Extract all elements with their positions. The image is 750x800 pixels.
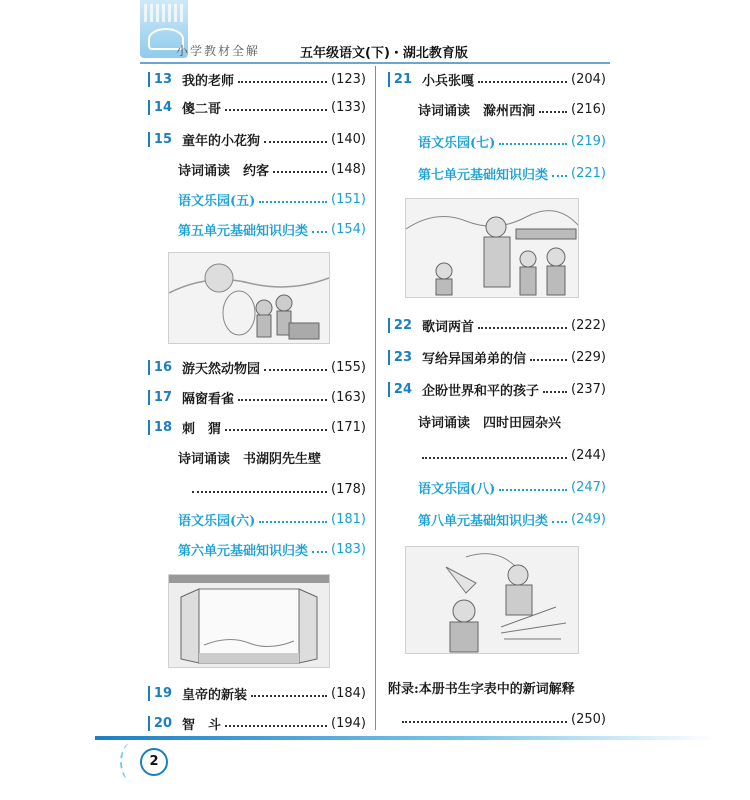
leader-dots (192, 485, 327, 493)
toc-title: 我的老师 (182, 73, 235, 89)
toc-title: 第五单元基础知识归类 (178, 223, 309, 239)
toc-title: 写给异国弟弟的信 (422, 351, 527, 367)
toc-entry[interactable] (178, 188, 366, 210)
toc-entry[interactable] (148, 68, 366, 90)
toc-title: 皇帝的新装 (182, 687, 248, 703)
toc-page: (194) (331, 715, 366, 731)
toc-entry[interactable] (148, 96, 366, 118)
illustration-kids-by-tree (168, 252, 330, 344)
illustration-child-with-bird (405, 546, 579, 654)
toc-page: (247) (571, 479, 606, 495)
toc-title: 智 斗 (182, 717, 222, 733)
toc-title: 隔窗看雀 (182, 391, 235, 407)
lesson-number: 14 (148, 100, 172, 115)
toc-title: 诗词诵读 四时田园杂兴 (418, 415, 562, 431)
column-divider (375, 66, 376, 730)
toc-entry[interactable] (388, 378, 606, 400)
leader-dots (499, 137, 567, 145)
toc-title: 语文乐园(七) (418, 135, 496, 151)
toc-page: (148) (331, 161, 366, 177)
toc-title: 歌词两首 (422, 319, 475, 335)
lesson-number: 18 (148, 420, 172, 435)
toc-title: 语文乐园(五) (178, 193, 256, 209)
leader-dots (225, 103, 327, 111)
leader-dots (543, 385, 567, 393)
leader-dots (264, 363, 327, 371)
toc-entry[interactable] (178, 538, 366, 560)
toc-entry[interactable] (418, 476, 606, 498)
toc-page: (237) (571, 381, 606, 397)
toc-entry[interactable] (418, 410, 606, 432)
toc-entry[interactable] (418, 508, 606, 530)
toc-entry[interactable] (388, 346, 606, 368)
toc-page: (244) (571, 447, 606, 463)
toc-title: 游天然动物园 (182, 361, 261, 377)
toc-title: 第七单元基础知识归类 (418, 167, 549, 183)
lesson-number: 24 (388, 382, 412, 397)
leader-dots (273, 165, 327, 173)
toc-page: (163) (331, 389, 366, 405)
lesson-number: 23 (388, 350, 412, 365)
leader-dots (552, 515, 567, 523)
toc-page: (151) (331, 191, 366, 207)
toc-title: 诗词诵读 滁州西涧 (418, 103, 536, 119)
leader-dots (530, 353, 567, 361)
toc-title: 傻二哥 (182, 101, 222, 117)
toc-title: 第六单元基础知识归类 (178, 543, 309, 559)
toc-entry[interactable] (418, 98, 606, 120)
leader-dots (238, 393, 327, 401)
toc-page: (183) (331, 541, 366, 557)
toc-entry[interactable] (178, 158, 366, 180)
illustration-soldier-and-boys (405, 198, 579, 298)
page-number: 2 (140, 748, 168, 776)
toc-entry-continued[interactable] (398, 708, 606, 730)
illustration-open-window (168, 574, 330, 668)
toc-page: (216) (571, 101, 606, 117)
leader-dots (499, 483, 567, 491)
toc-page: (204) (571, 71, 606, 87)
footer-band (95, 736, 715, 740)
header-rule (140, 62, 610, 64)
leader-dots (478, 75, 567, 83)
series-name: 小学教材全解 (176, 44, 261, 58)
toc-title: 童年的小花狗 (182, 133, 261, 149)
toc-title: 语文乐园(八) (418, 481, 496, 497)
logo-stripes (144, 4, 184, 22)
toc-title: 诗词诵读 约客 (178, 163, 270, 179)
leader-dots (264, 135, 327, 143)
toc-page: (123) (331, 71, 366, 87)
toc-title: 语文乐园(六) (178, 513, 256, 529)
toc-entry[interactable] (418, 130, 606, 152)
leader-dots (259, 515, 327, 523)
toc-title: 企盼世界和平的孩子 (422, 383, 540, 399)
toc-page: (250) (571, 711, 606, 727)
toc-entry[interactable] (148, 356, 366, 378)
toc-title: 刺 猬 (182, 421, 222, 437)
lesson-number: 19 (148, 686, 172, 701)
toc-entry-continued[interactable] (188, 478, 366, 500)
leader-dots (225, 423, 327, 431)
toc-entry[interactable] (148, 416, 366, 438)
toc-entry[interactable] (178, 446, 366, 468)
leader-dots (251, 689, 327, 697)
toc-page: (181) (331, 511, 366, 527)
lesson-number: 17 (148, 390, 172, 405)
toc-entry[interactable] (388, 68, 606, 90)
lesson-number: 21 (388, 72, 412, 87)
toc-entry[interactable] (148, 682, 366, 704)
toc-entry[interactable] (148, 128, 366, 150)
toc-entry-continued[interactable] (418, 444, 606, 466)
toc-page: (221) (571, 165, 606, 181)
leader-dots (312, 225, 327, 233)
toc-page: (249) (571, 511, 606, 527)
leader-dots (238, 75, 327, 83)
toc-page: (178) (331, 481, 366, 497)
lesson-number: 15 (148, 132, 172, 147)
toc-page: (154) (331, 221, 366, 237)
toc-entry[interactable] (178, 218, 366, 240)
toc-entry[interactable] (148, 712, 366, 734)
page-header-title: 五年级语文(下)・湖北教育版 (300, 46, 468, 61)
leader-dots (539, 105, 567, 113)
lesson-number: 20 (148, 716, 172, 731)
lesson-number: 22 (388, 318, 412, 333)
toc-title: 附录:本册书生字表中的新词解释 (388, 681, 575, 697)
toc-title: 第八单元基础知识归类 (418, 513, 549, 529)
lesson-number: 13 (148, 72, 172, 87)
leader-dots (225, 719, 327, 727)
lesson-number: 16 (148, 360, 172, 375)
toc-page: (184) (331, 685, 366, 701)
leader-dots (552, 169, 567, 177)
leader-dots (259, 195, 327, 203)
toc-entry[interactable] (418, 162, 606, 184)
toc-page: (222) (571, 317, 606, 333)
toc-page: (171) (331, 419, 366, 435)
leader-dots (402, 715, 567, 723)
leader-dots (478, 321, 567, 329)
toc-page: (155) (331, 359, 366, 375)
toc-page: (140) (331, 131, 366, 147)
toc-entry[interactable] (388, 314, 606, 336)
toc-page: (219) (571, 133, 606, 149)
toc-title: 诗词诵读 书湖阴先生壁 (178, 451, 322, 467)
toc-title: 小兵张嘎 (422, 73, 475, 89)
toc-page: (133) (331, 99, 366, 115)
toc-entry[interactable] (178, 508, 366, 530)
leader-dots (312, 545, 327, 553)
toc-entry[interactable] (388, 676, 606, 698)
toc-page: (229) (571, 349, 606, 365)
toc-entry[interactable] (148, 386, 366, 408)
leader-dots (422, 451, 567, 459)
